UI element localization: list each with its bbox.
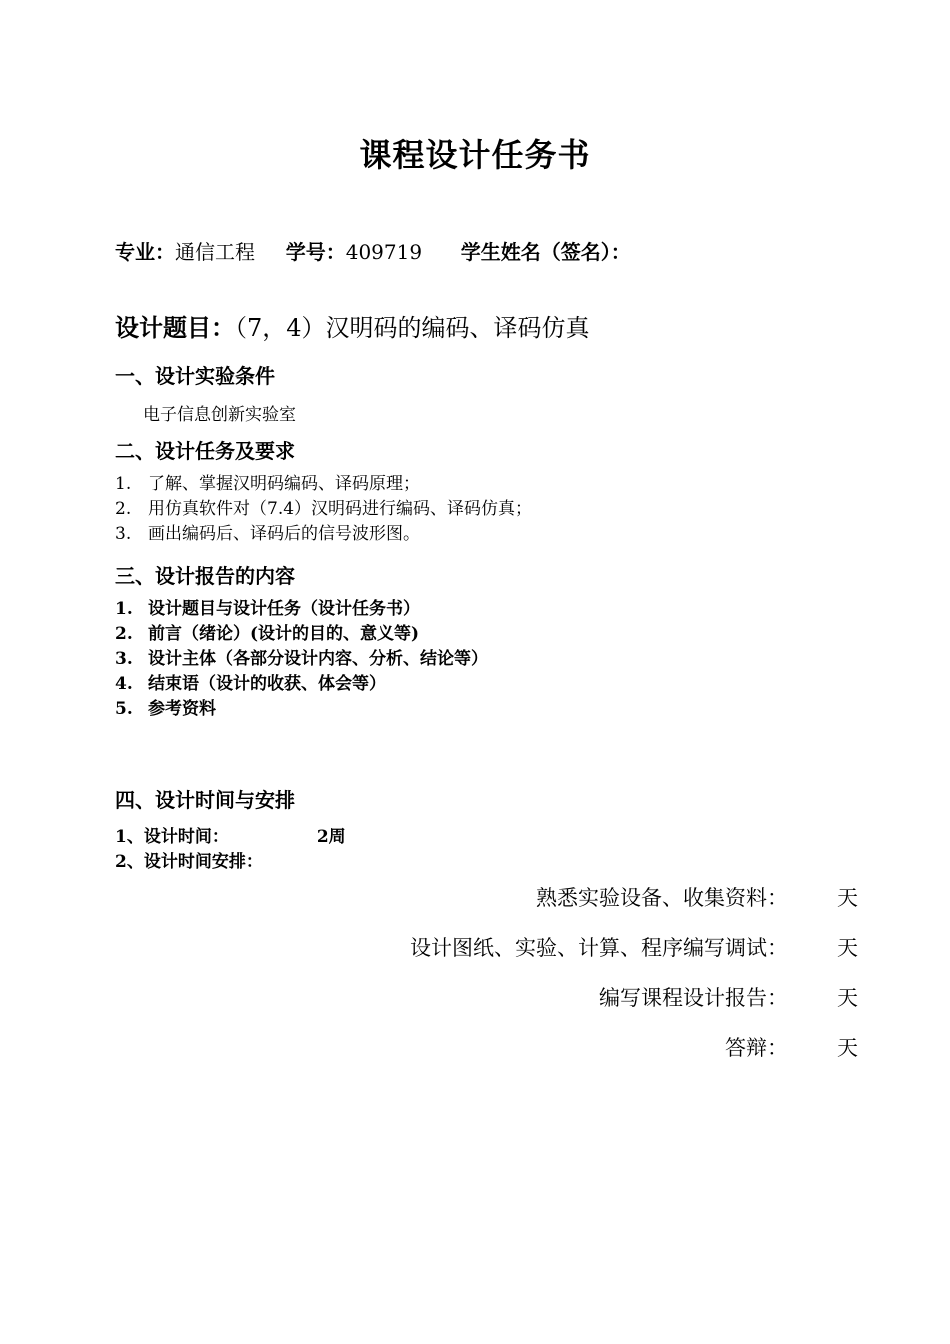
- section-4-heading: 四、设计时间与安排: [115, 788, 295, 812]
- list-item: 4. 结束语（设计的收获、体会等）: [115, 674, 386, 694]
- student-id-label: 学号：: [285, 240, 346, 264]
- page-title: 课程设计任务书: [359, 136, 591, 174]
- section-2-heading: 二、设计任务及要求: [115, 439, 295, 463]
- list-item: 1. 设计题目与设计任务（设计任务书）: [115, 599, 420, 619]
- schedule-row: [599, 982, 858, 1012]
- section-3-heading: 三、设计报告的内容: [115, 564, 295, 588]
- student-info-line: [115, 236, 631, 265]
- schedule-row: [536, 882, 858, 912]
- schedule-unit: 天: [837, 1036, 858, 1060]
- list-item: 2. 用仿真软件对（7.4）汉明码进行编码、译码仿真；: [115, 499, 533, 519]
- schedule-row: [410, 932, 858, 962]
- schedule-row: [725, 1032, 858, 1062]
- design-topic-label: 设计题目：: [115, 313, 235, 342]
- report-contents-list: [115, 597, 488, 722]
- schedule-task: 答辩：: [725, 1036, 788, 1060]
- schedule-task: 设计图纸、实验、计算、程序编写调试：: [410, 936, 788, 960]
- schedule-unit: 天: [837, 886, 858, 910]
- design-topic: [115, 308, 590, 343]
- schedule-task: 编写课程设计报告：: [599, 986, 788, 1010]
- list-item: 1. 了解、掌握汉明码编码、译码原理；: [115, 474, 420, 494]
- schedule-unit: 天: [837, 986, 858, 1010]
- major-value: 通信工程: [175, 240, 255, 264]
- design-time-value: 2周: [316, 827, 346, 847]
- section-1-text: 电子信息创新实验室: [143, 405, 296, 425]
- list-item: 3. 设计主体（各部分设计内容、分析、结论等）: [115, 649, 488, 669]
- list-item: 5. 参考资料: [115, 699, 216, 719]
- schedule-task: 熟悉实验设备、收集资料：: [536, 886, 788, 910]
- schedule-unit: 天: [837, 936, 858, 960]
- design-topic-value: （7，4）汉明码的编码、译码仿真: [235, 314, 590, 342]
- list-item: 2. 前言（绪论）(设计的目的、意义等): [115, 624, 420, 644]
- major-label: 专业：: [115, 240, 175, 264]
- student-name-label: 学生姓名（签名）：: [460, 240, 631, 264]
- requirements-list: [115, 472, 532, 547]
- student-id-value: 409719: [345, 240, 423, 264]
- schedule-label: 2、设计时间安排：: [115, 852, 263, 872]
- list-item: 3. 画出编码后、译码后的信号波形图。: [115, 524, 420, 544]
- section-1-heading: 一、设计实验条件: [115, 364, 275, 388]
- design-time-label: 1、设计时间：: [115, 827, 229, 847]
- design-time-line: [115, 822, 346, 847]
